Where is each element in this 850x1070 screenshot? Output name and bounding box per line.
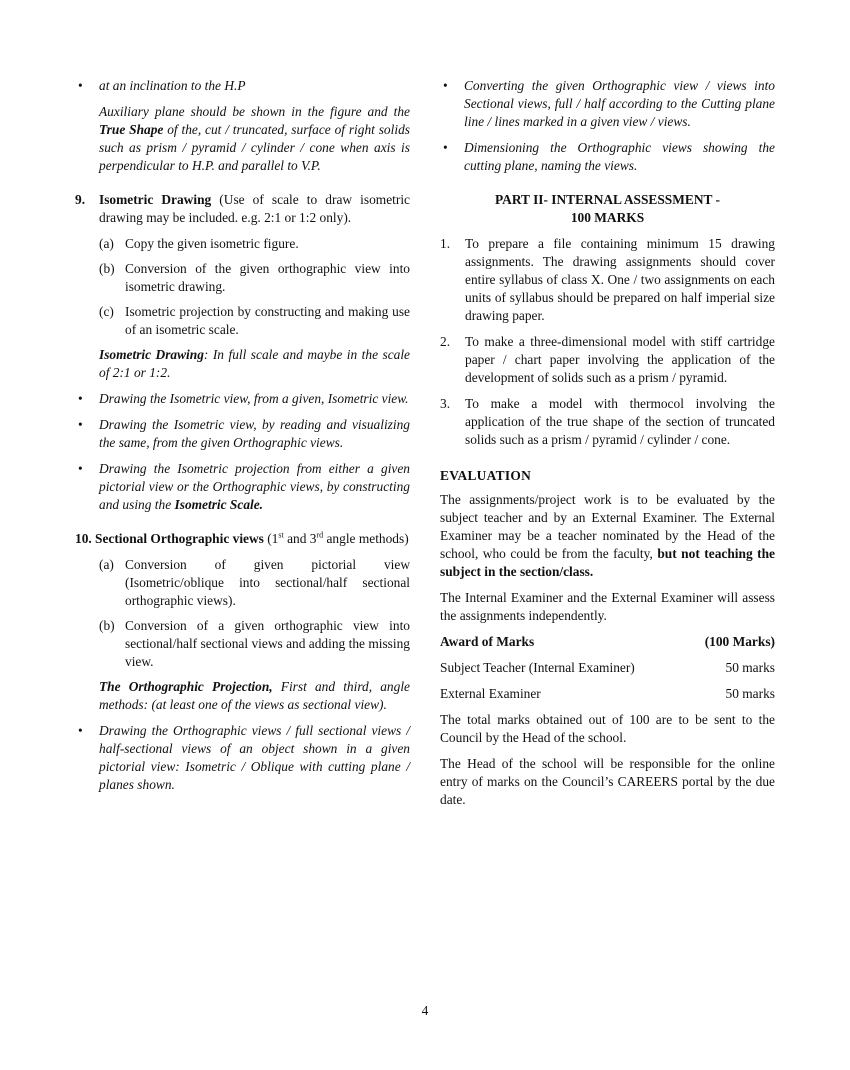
assessment-item-3: 3. To make a model with thermocol involving the application of the true shape of the section of truncated solids such as a prism / pyramid / cylinder / cone. (440, 396, 775, 447)
section-9-heading: 9. Isometric Drawing (Use of scale to draw isometric drawing may be included. e.g. 2:1 or 1:2 only). (75, 192, 410, 225)
evaluation-heading: EVALUATION (440, 468, 532, 483)
right-column (440, 77, 775, 809)
marks-row-external: External Examiner 50 marks (440, 686, 775, 701)
s10-item-b: (b) Conversion of a given orthographic view into sectional/half sectional views and adding the missing view. (99, 618, 410, 669)
iso-bullet-1: • Drawing the Isometric view, from a given, Isometric view. (75, 390, 410, 408)
s10-item-a: (a) Conversion of given pictorial view (Isometric/oblique into sectional/half sectional orthographic views). (99, 557, 410, 608)
s9-item-a: (a) Copy the given isometric figure. (99, 236, 299, 251)
bullet-inclination: • at an inclination to the H.P (75, 77, 410, 95)
s9-item-b: (b) Conversion of the given orthographic view into isometric drawing. (99, 261, 410, 294)
evaluation-paragraph-1: The assignments/project work is to be evaluated by the subject teacher and by an External Examiner. The External Examiner may be a teacher nominated by the Head of the school, who could be from the faculty, but not teaching the subject in the section/class. (440, 492, 775, 579)
evaluation-paragraph-2: The Internal Examiner and the External Examiner will assess the assignments independently. (440, 590, 775, 623)
isometric-drawing-paragraph: Isometric Drawing: In full scale and maybe in the scale of 2:1 or 1:2. (99, 347, 410, 380)
part-ii-title: PART II- INTERNAL ASSESSMENT - 100 MARKS (494, 192, 720, 225)
s9-item-c: (c) Isometric projection by constructing and making use of an isometric scale. (99, 304, 410, 337)
assessment-item-2: 2. To make a three-dimensional model with stiff cartridge paper / chart paper involving the application of the development of solids such as a prism / pyramid. (440, 334, 775, 385)
marks-row-internal: Subject Teacher (Internal Examiner) 50 marks (440, 660, 775, 675)
section-10-heading: 10. Sectional Orthographic views (1st and 3rd angle methods) (75, 530, 409, 546)
iso-bullet-2: • Drawing the Isometric view, by reading and visualizing the same, from the given Orthographic views. (75, 416, 410, 452)
left-column (75, 77, 410, 802)
page-number: 4 (421, 1003, 429, 1018)
iso-bullet-3: • Drawing the Isometric projection from either a given pictorial view or the Orthographic views, by constructing and using the Isometric Scale. (75, 460, 410, 514)
evaluation-paragraph-4: The Head of the school will be responsible for the online entry of marks on the Council’s CAREERS portal by the due date. (440, 756, 775, 807)
ortho-bullet: • Drawing the Orthographic views / full sectional views / half-sectional views of an object shown in a given pictorial view: Isometric / Oblique with cutting plane / planes shown. (75, 722, 410, 794)
assessment-item-1: 1. To prepare a file containing minimum 15 drawing assignments. The drawing assignments should cover entire syllabus of class X. One / two assignments on each units of syllabus should be prepared on half imperial size drawing paper. (440, 236, 775, 323)
sectional-bullet-1: • Converting the given Orthographic view / views into Sectional views, full / half according to the Cutting plane line / lines marked in a given view / views. (440, 77, 775, 131)
sectional-bullet-2: • Dimensioning the Orthographic views showing the cutting plane, naming the views. (440, 139, 775, 175)
orthographic-projection-paragraph: The Orthographic Projection, First and third, angle methods: (at least one of the views as sectional view). (99, 679, 410, 712)
auxiliary-plane-paragraph: Auxiliary plane should be shown in the figure and the True Shape of the, cut / truncated, surface of right solids such as prism / pyramid / cylinder / cone when axis is perpendicular to H.P. and parallel to V.P. (99, 104, 410, 173)
evaluation-paragraph-3: The total marks obtained out of 100 are to be sent to the Council by the Head of the school. (440, 712, 775, 745)
award-of-marks-row: Award of Marks (100 Marks) (440, 634, 775, 649)
